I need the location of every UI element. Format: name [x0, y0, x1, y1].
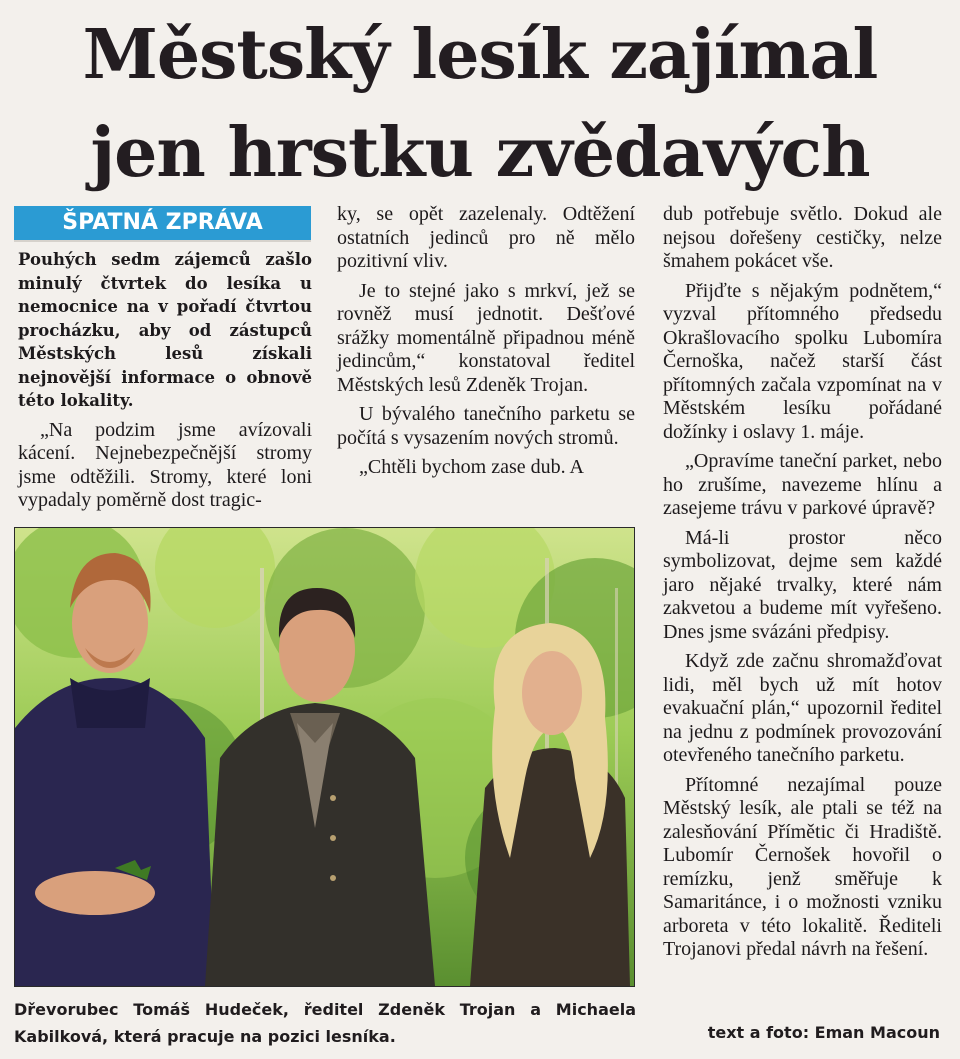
article-column-2: [337, 203, 635, 480]
article-photo: [14, 527, 635, 987]
lead-paragraph: Pouhých sedm zájemců zašlo minulý čtvrtek do lesíka u nemocnice na v pořadí čtvrtou procházku, aby od zástupců Městských lesů získali nejnovější informace o obnově této lokality.: [18, 250, 312, 410]
headline-line-2: jen hrstku zvědavých: [90, 113, 870, 193]
author-credit: text a foto: Eman Macoun: [707, 1023, 940, 1042]
paragraph: Když zde začnu shromažďovat lidi, měl bych už mít hotov evakuační plán,“ upozornil ředitel na jednu z podmínek provozování otevřeného tanečního parketu.: [663, 650, 942, 766]
paragraph: ky, se opět zazelenaly. Odtěžení ostatních jedinců pro ně mělo pozitivní vliv.: [337, 203, 635, 272]
paragraph: Přijďte s nějakým podnětem,“ vyzval přítomného předsedu Okrašlovacího spolku Lubomíra Černoška, načež starší část přítomných začala vzpomínat na v Městském lesíku pořádané dožínky i oslavy 1. máje.: [663, 279, 942, 443]
paragraph: „Na podzim jsme avízovali kácení. Nejnebezpečnější stromy jsme odtěžili. Stromy, které loni vypadaly poměrně dost tragic-: [18, 418, 312, 511]
photo-illustration: [15, 528, 634, 986]
article-column-3: [663, 203, 942, 962]
headline-line-1: Městský lesík zajímal: [82, 15, 878, 95]
article-column-1: [18, 248, 312, 513]
paragraph: U bývalého tanečního parketu se počítá s vysazením nových stromů.: [337, 403, 635, 449]
photo-caption: Dřevorubec Tomáš Hudeček, ředitel Zdeněk Trojan a Michaela Kabilková, která pracuje na pozici lesníka.: [14, 1000, 636, 1046]
paragraph: Přítomné nezajímal pouze Městský lesík, ale ptali se též na zalesňování Přímětic či Hradiště. Lubomír Černošek hovořil o remízku, jenž směřuje k Samaritánce, i o možnosti vzniku arboreta v této lokalitě. Řediteli Trojanovi předal návrh na řešení.: [663, 773, 942, 960]
paragraph: „Chtěli bychom zase dub. A: [359, 456, 584, 478]
rubric-badge: ŠPATNÁ ZPRÁVA: [14, 206, 311, 242]
paragraph: dub potřebuje světlo. Dokud ale nejsou dořešeny cestičky, nelze šmahem pokácet vše.: [663, 203, 942, 272]
headline: [20, 6, 940, 202]
paragraph: Je to stejné jako s mrkví, jež se rovněž musí jednotit. Dešťové srážky momentálně připadnou méně jedincům,“ konstatoval ředitel Městských lesů Zdeněk Trojan.: [337, 279, 635, 396]
paragraph: „Opravíme taneční parket, nebo ho zrušíme, navezeme hlínu a zasejeme trávu v parkové úpravě?: [663, 450, 942, 519]
paragraph: Má-li prostor něco symbolizovat, dejme sem každé jaro nějaké trvalky, které nám zakvetou a budeme mít vyřešeno. Dnes jsme svázáni předpisy.: [663, 526, 942, 643]
